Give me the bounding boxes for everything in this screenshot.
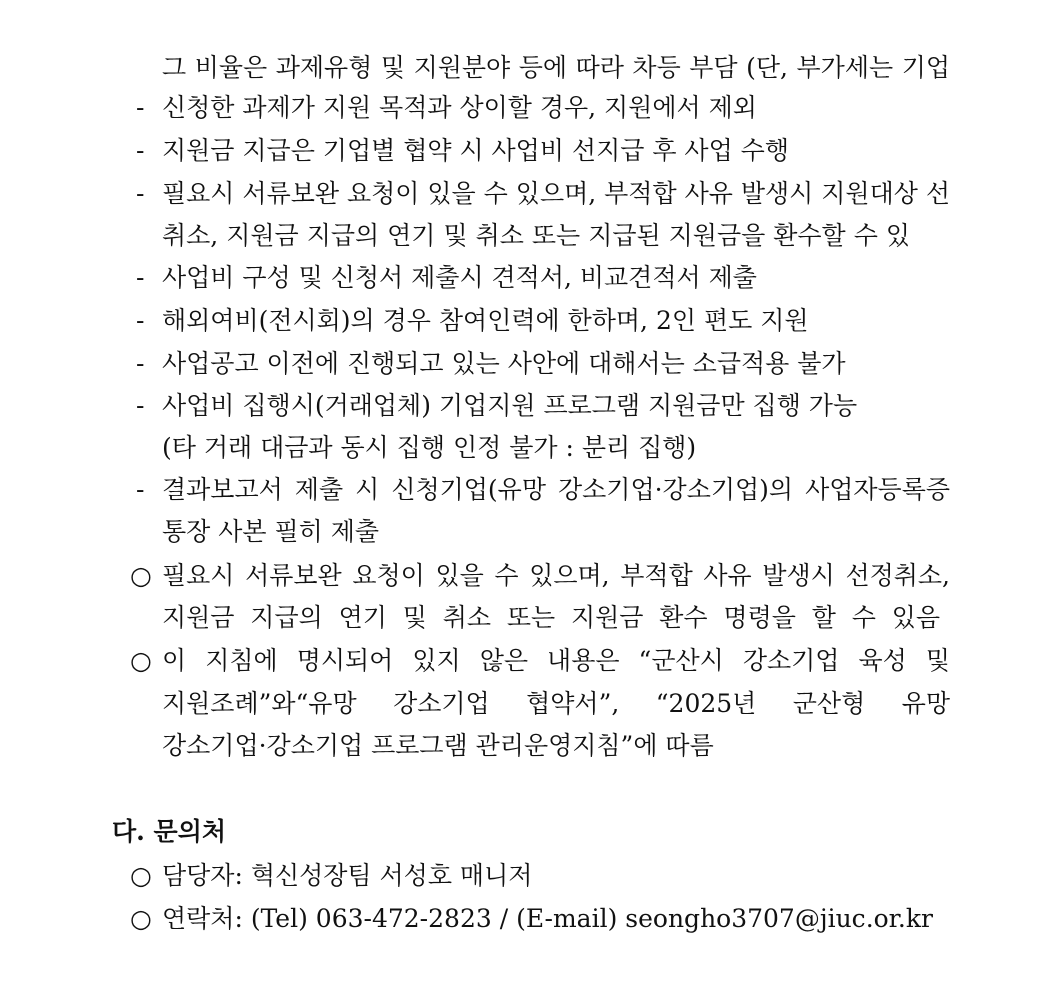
list-item-continuation: 강소기업·강소기업 프로그램 관리운영지침”에 따름: [162, 731, 714, 760]
list-item-continuation: 지원조례”와“유망 강소기업 협약서”, “2025년 군산형 유망: [162, 689, 950, 718]
dash-bullet: -: [136, 306, 145, 335]
contact-info: 연락처: (Tel) 063-472-2823 / (E-mail) seongho3707@jiuc.or.kr: [162, 904, 933, 933]
circle-bullet: ○: [130, 646, 152, 675]
dash-bullet: -: [136, 136, 145, 165]
dash-bullet: -: [136, 93, 145, 122]
list-item-continuation: 취소, 지원금 지급의 연기 및 취소 또는 지급된 지원금을 환수할 수 있: [162, 221, 910, 250]
list-item: 결과보고서 제출 시 신청기업(유망 강소기업·강소기업)의 사업자등록증: [162, 475, 950, 504]
list-item: 이 지침에 명시되어 있지 않은 내용은 “군산시 강소기업 육성 및: [162, 646, 950, 675]
dash-bullet: -: [136, 391, 145, 420]
paragraph-line: 그 비율은 과제유형 및 지원분야 등에 따라 차등 부담 (단, 부가세는 기업: [162, 53, 950, 82]
dash-bullet: -: [136, 475, 145, 504]
list-item: 필요시 서류보완 요청이 있을 수 있으며, 부적합 사유 발생시 선정취소,: [162, 561, 950, 590]
list-item-continuation: (타 거래 대금과 동시 집행 인정 불가 : 분리 집행): [162, 433, 697, 462]
dash-bullet: -: [136, 263, 145, 292]
list-item: 사업비 집행시(거래업체) 기업지원 프로그램 지원금만 집행 가능: [162, 391, 858, 420]
dash-bullet: -: [136, 349, 145, 378]
circle-bullet: ○: [130, 904, 152, 933]
circle-bullet: ○: [130, 561, 152, 590]
list-item: 신청한 과제가 지원 목적과 상이할 경우, 지원에서 제외: [162, 93, 757, 122]
dash-bullet: -: [136, 179, 145, 208]
list-item: 사업비 구성 및 신청서 제출시 견적서, 비교견적서 제출: [162, 263, 757, 292]
section-heading: 다. 문의처: [112, 817, 227, 846]
list-item-continuation: 통장 사본 필히 제출: [162, 517, 380, 546]
list-item: 필요시 서류보완 요청이 있을 수 있으며, 부적합 사유 발생시 지원대상 선: [162, 179, 950, 208]
circle-bullet: ○: [130, 861, 152, 890]
list-item: 지원금 지급은 기업별 협약 시 사업비 선지급 후 사업 수행: [162, 136, 789, 165]
list-item: 해외여비(전시회)의 경우 참여인력에 한하며, 2인 편도 지원: [162, 306, 809, 335]
list-item-continuation: 지원금 지급의 연기 및 취소 또는 지원금 환수 명령을 할 수 있음: [162, 603, 940, 632]
contact-person: 담당자: 혁신성장팀 서성호 매니저: [162, 861, 533, 890]
list-item: 사업공고 이전에 진행되고 있는 사안에 대해서는 소급적용 불가: [162, 349, 846, 378]
